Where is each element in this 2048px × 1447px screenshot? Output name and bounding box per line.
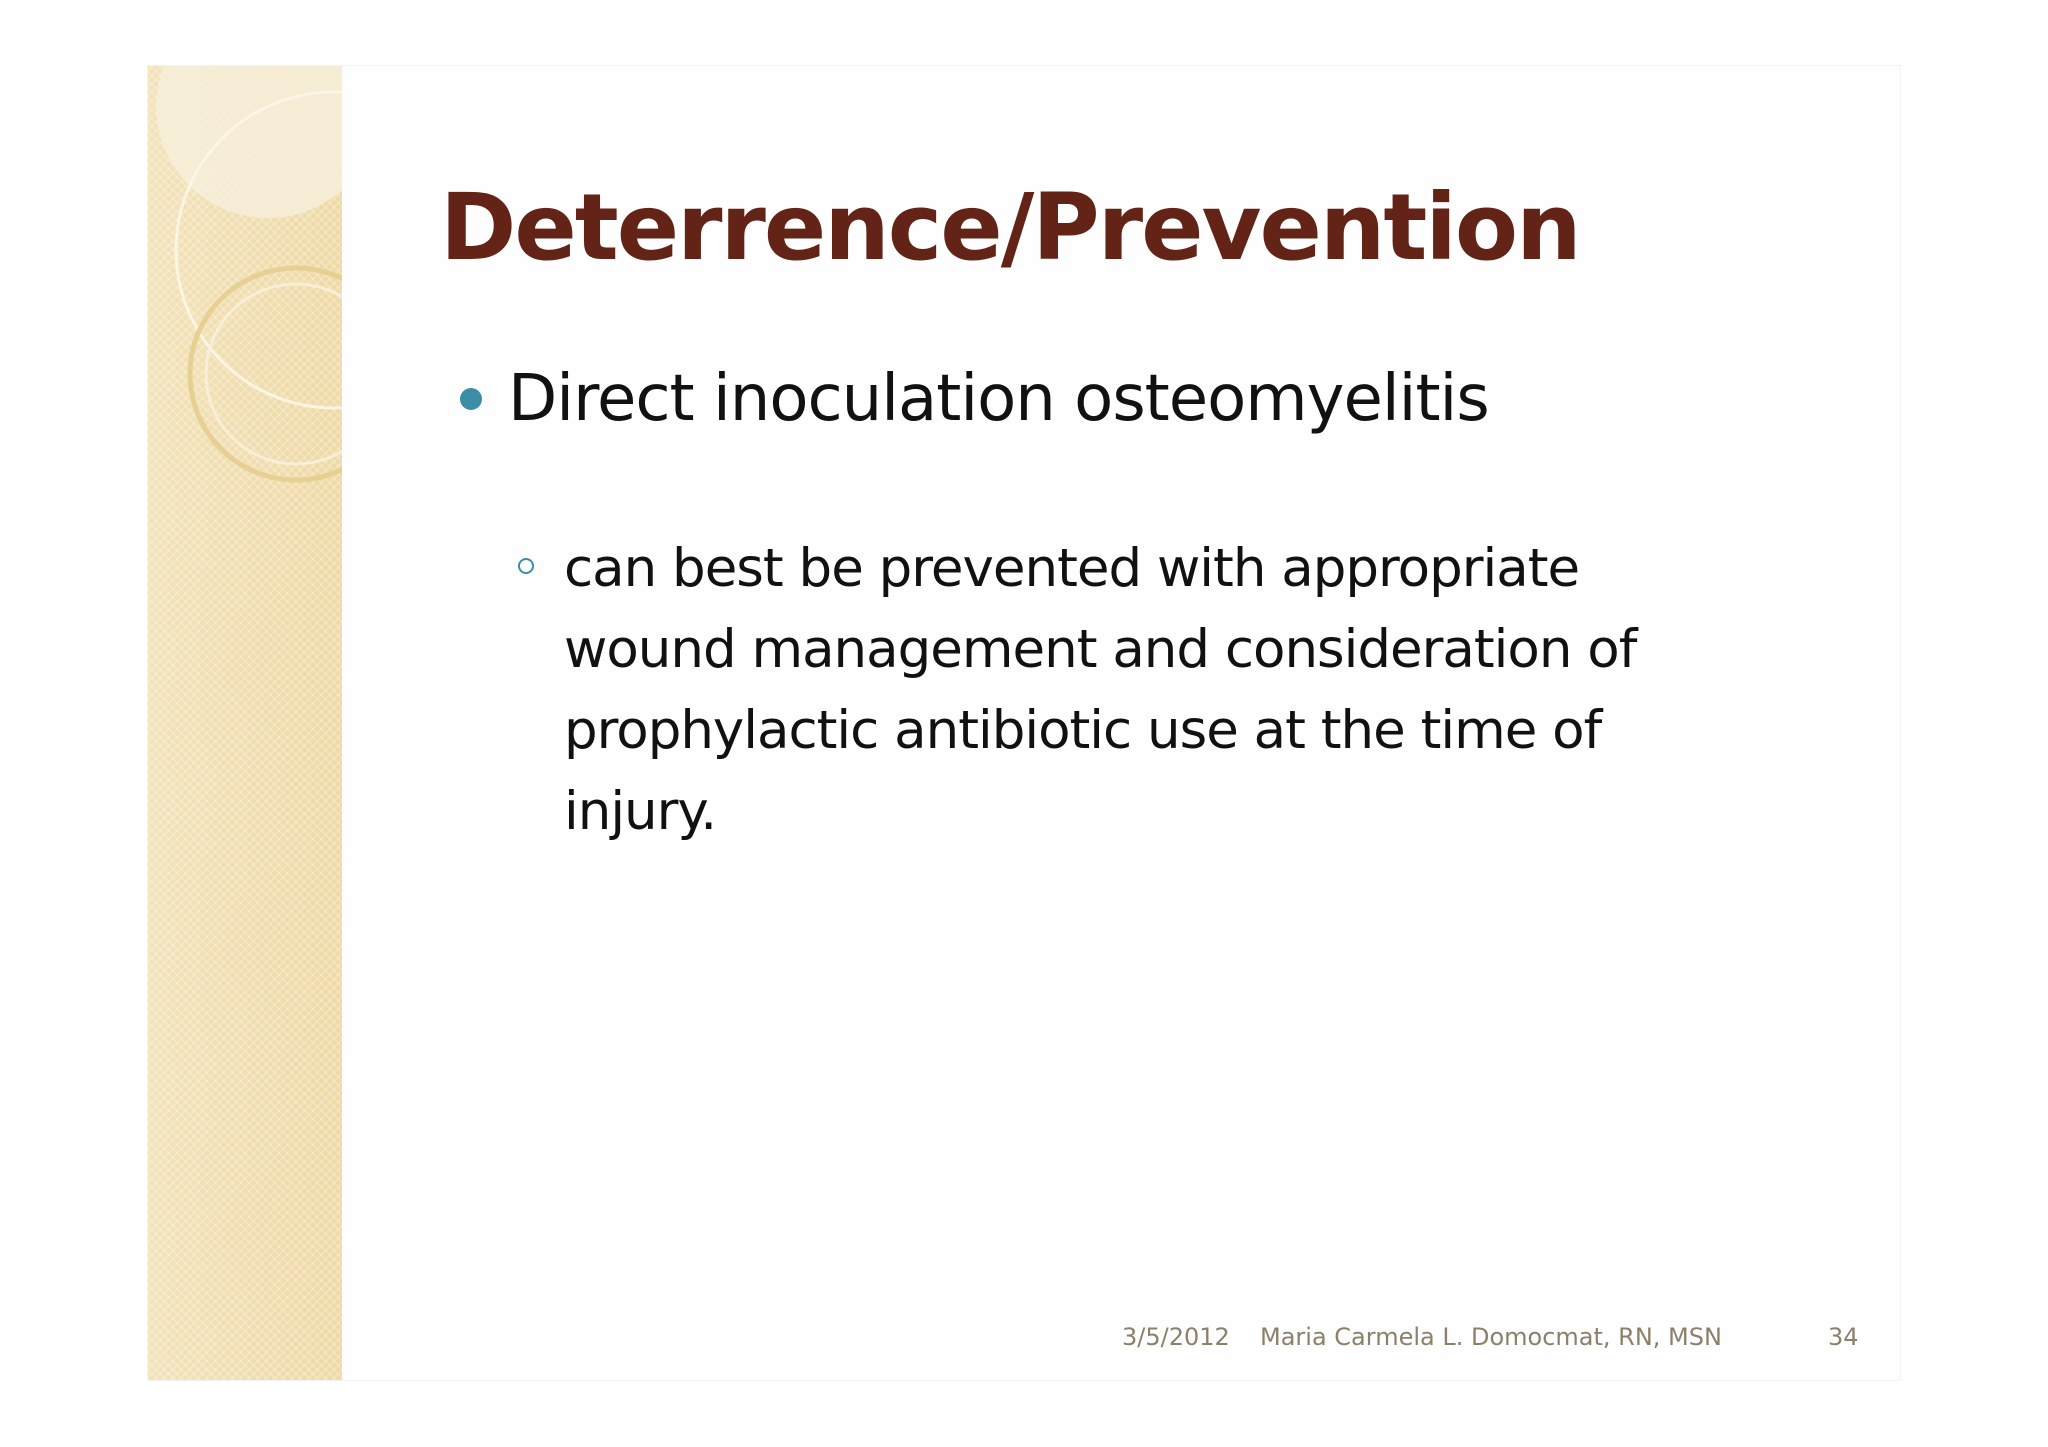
- hollow-circle-bullet-icon: [518, 558, 534, 574]
- slide: [148, 66, 1900, 1380]
- footer-page-number: 34: [1828, 1323, 1859, 1351]
- filled-circle-bullet-icon: [460, 388, 482, 410]
- decorative-side-band: [148, 66, 342, 1380]
- bullet-text: Direct inoculation osteomyelitis: [508, 362, 1489, 436]
- footer-author: Maria Carmela L. Domocmat, RN, MSN: [1260, 1323, 1722, 1351]
- decorative-circles-icon: [148, 66, 342, 486]
- sub-bullet-text: can best be prevented with appropriate wound management and consideration of prophylactic antibiotic use at the time of injury.: [564, 538, 1637, 842]
- footer-date: 3/5/2012: [1122, 1323, 1230, 1351]
- slide-title: Deterrence/Prevention: [440, 174, 1580, 281]
- sub-bullet-item: [518, 528, 1714, 852]
- bullet-item: [460, 362, 1489, 436]
